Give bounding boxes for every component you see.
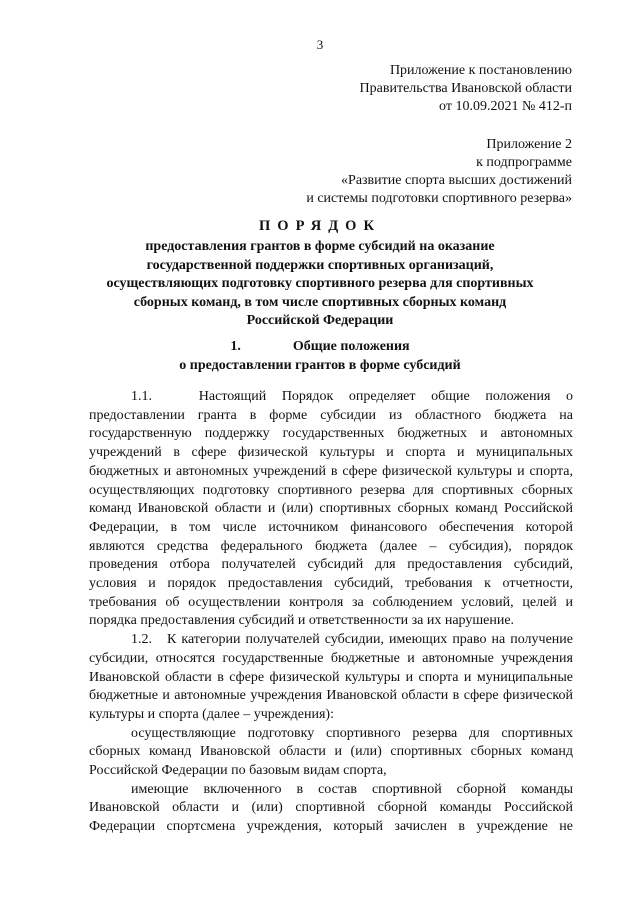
subtitle-line: государственной поддержки спортивных организаций,: [146, 257, 494, 273]
appendix-subprogram-line: «Развитие спорта высших достижений: [341, 173, 572, 188]
subtitle-line: сборных команд, в том числе спортивных сборных команд: [133, 294, 507, 310]
document-subtitle: [60, 238, 580, 331]
appendix-subprogram-line: к подпрограмме: [476, 155, 572, 170]
paragraph-item: осуществляющие подготовку спортивного резерва для спортивных сборных команд Ивановской области и (или) спортивных сборных команд Российской Федерации по базовым видам спорта,: [89, 725, 573, 779]
section-number: 1.: [230, 339, 241, 354]
appendix-decree-line: Приложение к постановлению: [389, 63, 572, 78]
section-title-part-2: о предоставлении грантов в форме субсидий: [179, 358, 461, 373]
section-heading-line-1: [60, 337, 580, 356]
page-number: 3: [316, 37, 324, 52]
paragraph-1-1: 1.1. Настоящий Порядок определяет общие положения о предоставлении гранта в форме субсидии из областного бюджета на государственную поддержку государственных бюджетных и автономных учреждений в сфере физической культуры и спорта и муниципальных бюджетных и автономных учреждений в сфере физической культуры и спорта, осуществляющих подготовку спортивного резерва для спортивных сборных команд Ивановской области и (или) спортивных сборных команд Российской Федерации, в том числе источником финансового обеспечения которой являются средства федерального бюджета (далее – субсидия), порядок проведения отбора получателей субсидий для предоставления субсидий, условия и порядок предоставления субсидий, требования к отчетности, требования об осуществлении контроля за соблюдением условий, целей и порядка предоставления субсидий и ответственности за их нарушение.: [89, 389, 573, 629]
section-title-part-1: Общие положения: [292, 339, 410, 354]
paragraph-item: имеющие включенного в состав спортивной сборной команды Ивановской области и (или) спортивной сборной команды Российской Федерации спортсмена учреждения, который зачислен в учреждение не: [89, 781, 573, 835]
subtitle-line: предоставления грантов в форме субсидий на оказание: [145, 239, 495, 254]
appendix-subprogram-line: Приложение 2: [486, 137, 572, 152]
appendix-subprogram-header: [306, 136, 572, 208]
appendix-subprogram-line: и системы подготовки спортивного резерва»: [306, 191, 572, 206]
appendix-decree-header: [360, 62, 572, 116]
body-text: [89, 388, 573, 837]
appendix-decree-line: Правительства Ивановской области: [359, 81, 572, 96]
appendix-decree-line: от 10.09.2021 № 412-п: [439, 99, 572, 114]
subtitle-line: Российской Федерации: [246, 313, 394, 328]
subtitle-line: осуществляющих подготовку спортивного резерва для спортивных: [106, 276, 534, 291]
document-title: ПОРЯДОК: [259, 218, 381, 234]
paragraph-1-2: 1.2. К категории получателей субсидии, имеющих право на получение субсидии, относятся государственные бюджетные и автономные учреждения Ивановской области в сфере физической культуры и спорта и муниципальные бюджетные и автономные учреждения Ивановской области в сфере физической культуры и спорта (далее – учреждения):: [89, 632, 573, 722]
section-heading: [60, 337, 580, 375]
